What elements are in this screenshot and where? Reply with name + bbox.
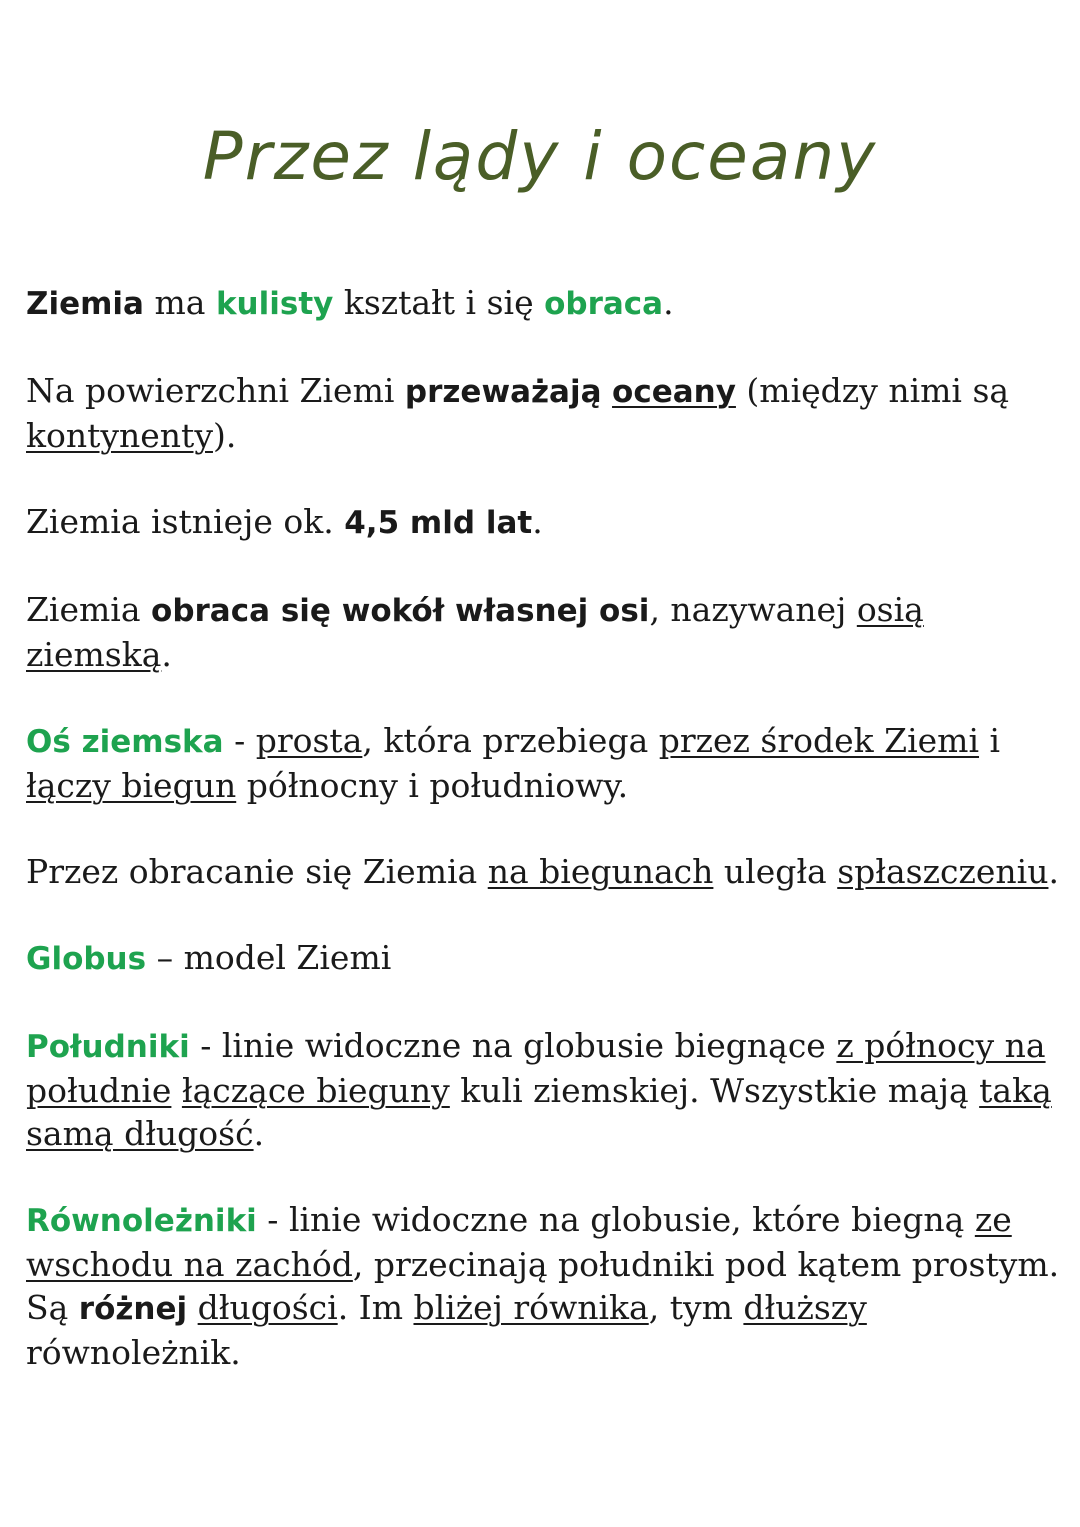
text: kuli ziemskiej. Wszystkie mają <box>449 1071 980 1110</box>
term-near-equator: bliżej równika <box>413 1288 649 1327</box>
text: , nazywanej <box>649 590 857 629</box>
paragraph-meridians <box>26 1024 1066 1155</box>
term-kulisty: kulisty <box>215 286 334 322</box>
note-content <box>26 281 1066 1417</box>
term-rotation: obraca się wokół własnej osi <box>151 593 650 629</box>
text: Na powierzchni Ziemi <box>26 371 405 410</box>
term-prosta: prosta <box>255 721 363 760</box>
term-przewazaja: przeważają <box>404 374 602 410</box>
term-os-ziemska: osią ziemską <box>26 590 924 674</box>
term-pole: łączy biegun <box>26 766 237 805</box>
paragraph-axis <box>26 719 1066 807</box>
text: , tym <box>648 1288 744 1327</box>
text: , która przebiega <box>362 721 659 760</box>
paragraph-age <box>26 500 1066 545</box>
page-title: Przez lądy i oceany <box>202 118 878 195</box>
text: uległa <box>713 852 838 891</box>
text <box>187 1288 198 1327</box>
term-globus: Globus <box>26 941 147 977</box>
text: . <box>532 502 543 541</box>
text: ). <box>212 416 237 455</box>
text: - <box>223 721 256 760</box>
paragraph-shape <box>26 281 1066 326</box>
paragraph-globe <box>26 936 1066 981</box>
term-poludniki: Południki <box>26 1029 190 1065</box>
text: - linie widoczne na globusie, które biegną <box>256 1200 975 1239</box>
term-east-west: ze wschodu na zachód <box>26 1200 1012 1284</box>
text: – model Ziemi <box>146 938 392 977</box>
text: i <box>979 721 1001 760</box>
term-rownolezniki: Równoleżniki <box>26 1203 257 1239</box>
term-oceany: oceany <box>612 374 736 410</box>
paragraph-flattening <box>26 850 1066 893</box>
term-axis: Oś ziemska <box>26 724 224 760</box>
text: . Im <box>337 1288 414 1327</box>
term-length: długości <box>197 1288 338 1327</box>
term-different: różnej <box>78 1291 188 1327</box>
text: północny i południowy. <box>236 766 629 805</box>
text: Przez obracanie się Ziemia <box>26 852 488 891</box>
term-obraca: obraca <box>544 286 664 322</box>
term-ziemia: Ziemia <box>26 286 144 322</box>
text <box>602 371 613 410</box>
term-north-south: z północy na południe <box>26 1026 1046 1110</box>
term-same-length: taką samą długość <box>26 1071 1052 1153</box>
term-kontynenty: kontynenty <box>26 416 213 455</box>
text: Ziemia <box>26 590 152 629</box>
text <box>171 1071 182 1110</box>
term-flattening: spłaszczeniu <box>837 852 1049 891</box>
text: . <box>253 1114 265 1153</box>
text: Ziemia istnieje ok. <box>26 502 345 541</box>
text: . <box>663 283 674 322</box>
paragraph-oceans <box>26 369 1066 457</box>
term-poles: na biegunach <box>487 852 714 891</box>
term-age: 4,5 mld lat <box>344 505 533 541</box>
text: . <box>1048 852 1059 891</box>
paragraph-parallels <box>26 1198 1066 1374</box>
term-center: przez środek Ziemi <box>658 721 980 760</box>
term-longer: dłuższy <box>743 1288 867 1327</box>
text: , przecinają południki pod kątem prostym. Są <box>26 1245 1060 1327</box>
text: ma <box>143 283 216 322</box>
term-connecting-poles: łączące bieguny <box>181 1071 450 1110</box>
paragraph-rotation <box>26 588 1066 676</box>
text: (między nimi są <box>735 371 1010 410</box>
text: kształt i się <box>333 283 545 322</box>
text: - linie widoczne na globusie biegnące <box>189 1026 837 1065</box>
text: . <box>161 635 172 674</box>
text: równoleżnik. <box>26 1333 241 1372</box>
